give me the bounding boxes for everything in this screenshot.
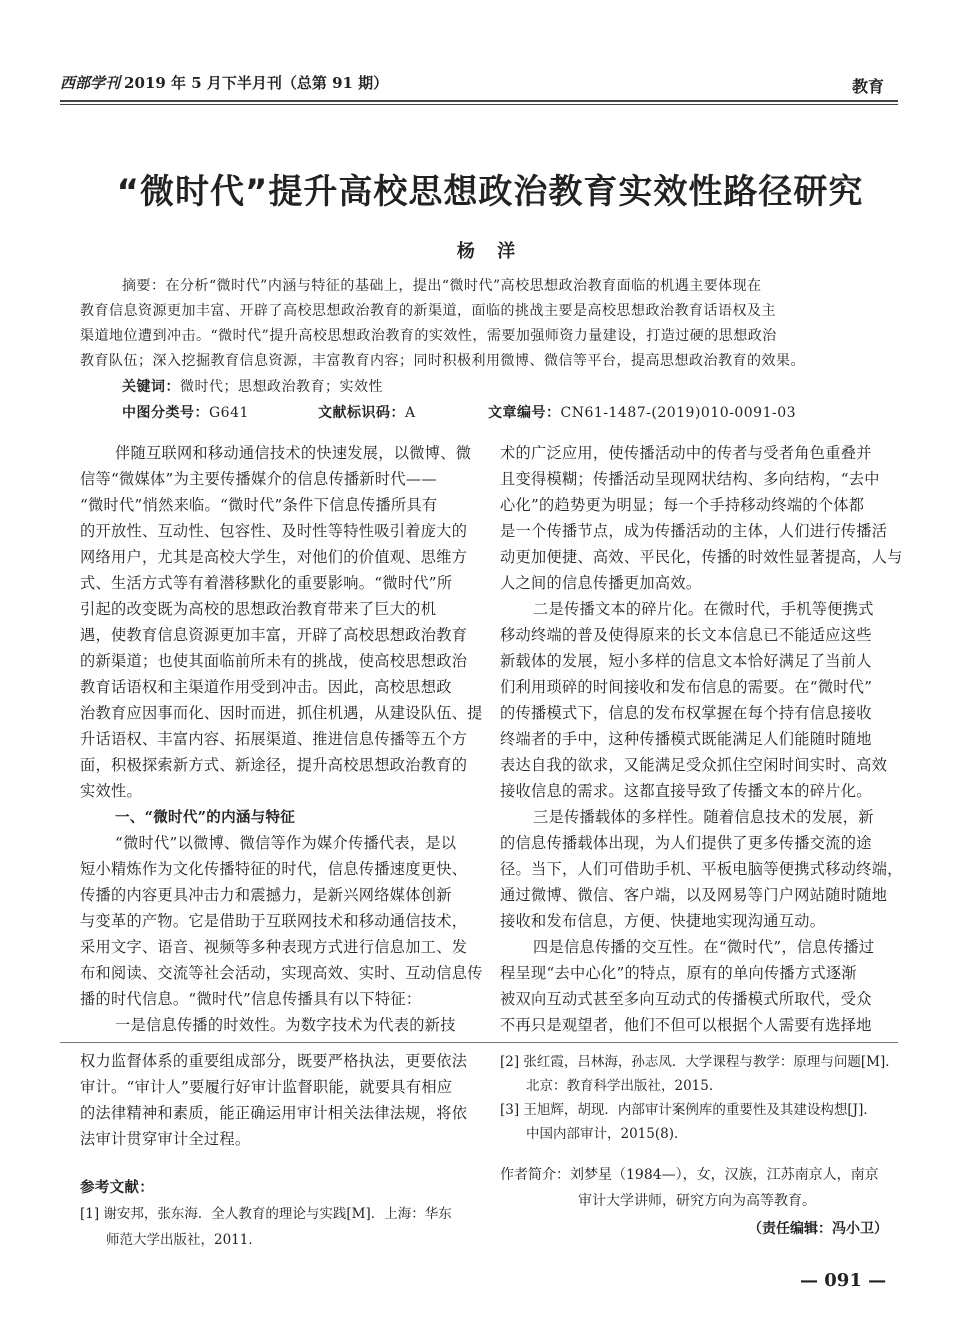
body-line: 引起的改变既为高校的思想政治教育带来了巨大的机 [80,600,437,618]
body-line: 术的广泛应用，使传播活动中的传者与受者角色重叠并 [500,444,872,462]
body-line: 通过微博、微信、客户端，以及网易等门户网站随时随地 [500,886,888,904]
body-line: 教育话语权和主渠道作用受到冲击。因此，高校思想政 [80,678,452,696]
body-line: 三是传播载体的多样性。随着信息技术的发展，新 [533,808,874,826]
reference-item: [1] 谢安邦，张东海．全人教育的理论与实践[M]．上海：华东 [80,1206,452,1222]
abstract-line: 摘要：在分析“微时代”内涵与特征的基础上，提出“微时代”高校思想政治教育面临的机遇主要体现在 [122,278,762,294]
abstract-line: 教育队伍；深入挖掘教育信息资源，丰富教育内容；同时积极利用微博、微信等平台，提高思想政治教育的效果。 [80,353,805,369]
section-label: 教育 [852,77,885,96]
body-line: 升话语权、丰富内容、拓展渠道、推进信息传播等五个方 [80,730,468,748]
body-line: 短小精炼作为文化传播特征的时代，信息传播速度更快、 [80,860,468,878]
author-name: 杨 洋 [456,241,524,262]
body-line: 径。当下，人们可借助手机、平板电脑等便携式移动终端， [500,860,903,878]
body-line: 的信息传播载体出现，为人们提供了更多传播交流的途 [500,834,872,852]
keywords [122,376,383,396]
running-header [60,72,388,93]
body-line: 人之间的信息传播更加高效。 [500,574,702,592]
body-line: 的传播模式下，信息的发布权掌握在每个持有信息接收 [500,704,872,722]
body-line: 面，积极探索新方式、新途径，提升高校思想政治教育的 [80,756,468,774]
body-line: 与变革的产物。它是借助于互联网技术和移动通信技术， [80,912,468,930]
body-line: 四是信息传播的交互性。在“微时代”，信息传播过 [533,938,875,956]
body-line: 网络用户，尤其是高校大学生，对他们的价值观、思维方 [80,548,468,566]
page-number: — 091 — [800,1270,887,1291]
body-line: 接收和发布信息，方便、快捷地实现沟通互动。 [500,912,826,930]
author-bio: 审计大学讲师，研究方向为高等教育。 [578,1193,816,1209]
body-line: 传播的内容更具冲击力和震撼力，是新兴网络媒体创新 [80,886,452,904]
body-line: 且变得模糊；传播活动呈现网状结构、多向结构，“去中 [500,470,880,488]
body-line: 们利用琐碎的时间接收和发布信息的需要。在“微时代” [500,678,873,696]
body-line: 心化”的趋势更为明显；每一个手持移动终端的个体都 [500,496,865,514]
body-line: 被双向互动式甚至多向互动式的传播模式所取代，受众 [500,990,872,1008]
reference-item: 北京：教育科学出版社，2015． [526,1078,723,1094]
body-line: 信等“微媒体”为主要传播媒介的信息传播新时代—— [80,470,437,488]
body-line: “微时代”悄然来临。“微时代”条件下信息传播所具有 [80,496,438,514]
body-line: 新载体的发展，短小多样的信息文本恰好满足了当前人 [500,652,872,670]
body-line: 权力监督体系的重要组成部分，既要严格执法，更要依法 [80,1052,468,1070]
body-line: 的法律精神和素质，能正确运用审计相关法律法规，将依 [80,1104,468,1122]
body-line: 审计。“审计人”要履行好审计监督职能，就要具有相应 [80,1078,453,1096]
body-line: 伴随互联网和移动通信技术的快速发展，以微博、微 [115,444,472,462]
section-heading: 一、“微时代”的内涵与特征 [115,809,296,826]
keywords-label: 关键词： [122,379,180,395]
header-rule-thick [60,100,898,102]
article-divider [60,1042,898,1043]
issue-info: 2019 年 5 月下半月刊（总第 91 期） [124,74,389,92]
references-heading: 参考文献： [80,1179,154,1196]
body-line: 式、生活方式等有着潜移默化的重要影响。“微时代”所 [80,574,453,592]
body-line: 实效性。 [80,782,142,800]
body-line: 一是信息传播的时效性。为数字技术为代表的新技 [115,1016,456,1034]
article-number: 文章编号：CN61-1487-(2019)010-0091-03 [488,405,797,421]
body-line: 接收信息的需求。这都直接导致了传播文本的碎片化。 [500,782,872,800]
body-line: 不再只是观望者，他们不但可以根据个人需要有选择地 [500,1016,872,1034]
body-line: 表达自我的欲求，又能满足受众抓住空闲时间实时、高效 [500,756,888,774]
body-line: 终端者的手中，这种传播模式既能满足人们能随时随地 [500,730,872,748]
body-line: 的新渠道；也使其面临前所未有的挑战，使高校思想政治 [80,652,468,670]
body-line: 移动终端的普及使得原来的长文本信息已不能适应这些 [500,626,872,644]
abstract-line: 渠道地位遭到冲击。“微时代”提升高校思想政治教育的实效性，需要加强师资力量建设，打造过硬的思想政治 [80,328,777,344]
document-code: 文献标识码：A [318,405,416,421]
body-line: 二是传播文本的碎片化。在微时代，手机等便携式 [533,600,874,618]
header-rule-thin [60,104,898,105]
body-line: 程呈现“去中心化”的特点，原有的单向传播方式逐渐 [500,964,857,982]
body-line: 动更加便捷、高效、平民化，传播的时效性显著提高，人与 [500,548,903,566]
body-line: 是一个传播节点，成为传播活动的主体，人们进行传播活 [500,522,888,540]
reference-item: 中国内部审计，2015(8)． [526,1126,688,1142]
keywords-value: 微时代；思想政治教育；实效性 [180,379,383,395]
reference-item: [3] 王旭辉，胡现．内部审计案例库的重要性及其建设构想[J]． [500,1102,877,1118]
body-line: “微时代”以微博、微信等作为媒介传播代表，是以 [115,834,457,852]
body-line: 播的时代信息。“微时代”信息传播具有以下特征： [80,990,422,1008]
clc-number: 中图分类号：G641 [122,405,249,421]
body-line: 治教育应因事而化、因时而进，抓住机遇，从建设队伍、提 [80,704,483,722]
reference-item: 师范大学出版社，2011． [106,1232,262,1248]
body-line: 的开放性、互动性、包容性、及时性等特性吸引着庞大的 [80,522,468,540]
body-line: 采用文字、语音、视频等多种表现方式进行信息加工、发 [80,938,468,956]
reference-item: [2] 张红霞，吕林海，孙志凤．大学课程与教学：原理与问题[M]． [500,1054,899,1070]
body-line: 布和阅读、交流等社会活动，实现高效、实时、互动信息传 [80,964,483,982]
body-line: 法审计贯穿审计全过程。 [80,1130,251,1148]
article-title: “微时代”提升高校思想政治教育实效性路径研究 [116,172,864,212]
body-line: 遇，使教育信息资源更加丰富，开辟了高校思想政治教育 [80,626,468,644]
author-bio: 作者简介：刘梦星（1984—），女，汉族，江苏南京人，南京 [500,1167,879,1183]
journal-logo: 西部学刊 [60,74,121,92]
abstract-line: 教育信息资源更加丰富、开辟了高校思想政治教育的新渠道，面临的挑战主要是高校思想政治教育话语权及主 [80,303,776,319]
editor-note: （责任编辑：冯小卫） [748,1221,888,1237]
